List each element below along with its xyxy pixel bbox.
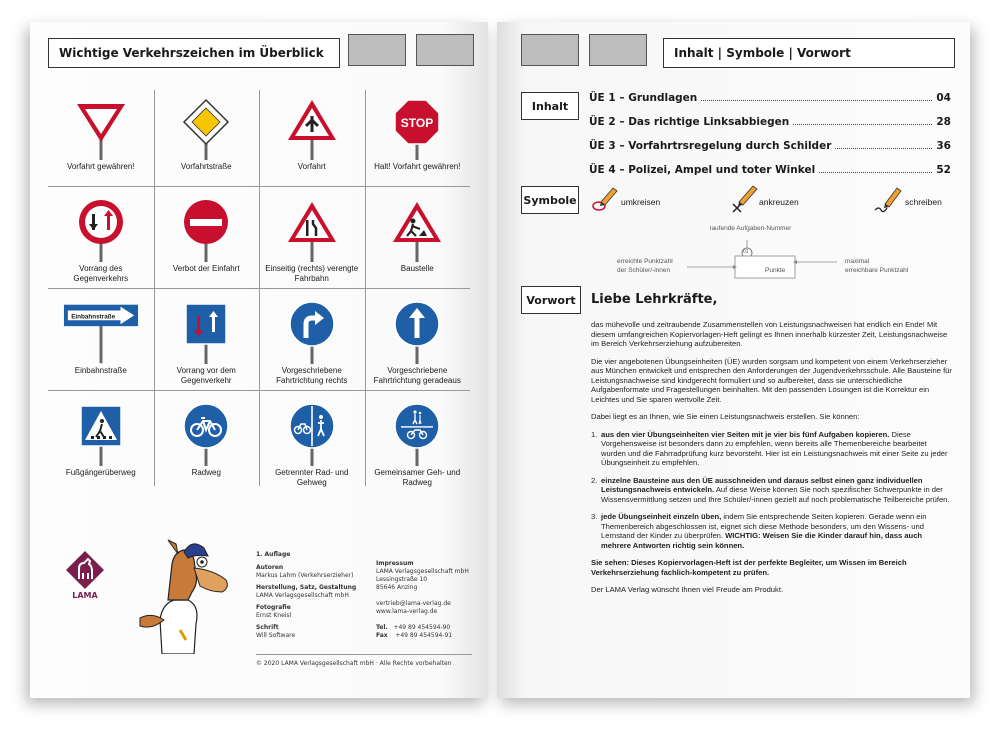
sign-cell bbox=[259, 186, 365, 288]
sign-caption: Baustelle bbox=[400, 264, 434, 273]
sign-caption: Vorfahrt bbox=[297, 162, 326, 171]
write-pencil-icon bbox=[873, 186, 903, 214]
vorwort-paragraph: das mühevolle und zeitraubende Zusammenstellen von Leistungsnachweisen hat endlich ein Ende! Mit diesem umfangreichen Kopiervorlagen-Heft gelingt es Ihnen innerhalb kürzester Zeit, Leistungsnachweise im Bereich Verkehrserziehung aufzubereiten. bbox=[591, 320, 948, 348]
imprint-right-column bbox=[376, 560, 482, 640]
sign-cell bbox=[259, 390, 365, 492]
sign-cell bbox=[154, 84, 260, 186]
separate-bike-foot-path-sign-icon bbox=[282, 402, 342, 466]
list-text: indem Sie entsprechende Seiten kopieren. Gerade wenn ein Themenbereich abgeschlossen ist, eignet sich diese Methode besonders, um den Wissens- und Lernstand der Kinder zu überprüfen. bbox=[601, 512, 927, 540]
sign-cell bbox=[48, 288, 154, 390]
stop-sign-text: STOP bbox=[401, 116, 434, 130]
toc-item[interactable] bbox=[589, 88, 951, 104]
mascot-llama-illustration bbox=[122, 534, 242, 654]
header-grey-box bbox=[348, 34, 406, 66]
sign-cell bbox=[365, 288, 471, 390]
list-number: 2. bbox=[591, 475, 598, 485]
traffic-sign-grid bbox=[48, 84, 470, 492]
impressum-line: LAMA Verlagsgesellschaft mbH bbox=[376, 568, 469, 575]
edition-label: 1. Auflage bbox=[256, 551, 291, 558]
sign-cell bbox=[365, 390, 471, 492]
toc-page: 28 bbox=[936, 116, 951, 128]
sign-cell bbox=[259, 84, 365, 186]
sign-caption: Vorgeschriebene Fahrtrichtung rechts bbox=[276, 366, 348, 385]
pedestrian-crossing-sign-icon bbox=[71, 402, 131, 466]
right-page bbox=[497, 22, 970, 698]
symbol-label: ankreuzen bbox=[759, 197, 799, 207]
header-title-text: Inhalt | Symbole | Vorwort bbox=[674, 46, 851, 60]
toc-item[interactable] bbox=[589, 136, 951, 152]
tab-symbole[interactable] bbox=[521, 186, 579, 214]
left-header-title bbox=[48, 38, 340, 68]
list-number: 1. bbox=[591, 429, 598, 439]
list-text: Diese Vorgehensweise ist besonders dann zu empfehlen, wenn bereits alle Themenbereiche bearbeitet wurden und die Fahrradprüfung kurz bevorsteht. Hier ist ein Leistungsnachweis mit einer Seite zu jeder Übungseinheit zu empfehlen. bbox=[601, 429, 948, 467]
authors-label: Autoren bbox=[256, 564, 284, 571]
list-bold-text: WICHTIG: Weisen Sie die Kinder darauf hin, dass auch mehrere Antworten richtig sein können. bbox=[601, 531, 923, 550]
toc-page: 04 bbox=[936, 92, 951, 104]
web-link[interactable]: www.lama-verlag.de bbox=[376, 608, 438, 615]
sign-cell bbox=[365, 186, 471, 288]
sign-caption: Vorfahrt gewähren! bbox=[66, 162, 135, 171]
turn-right-sign-icon bbox=[282, 300, 342, 364]
tab-label: Inhalt bbox=[531, 99, 569, 113]
priority-over-oncoming-sign-icon bbox=[176, 300, 236, 364]
vorwort-paragraph: Die vier angebotenen Übungseinheiten (ÜE) wurden sorgsam und kompetent von einem Verkehrserzieher aus München entwickelt und entsprechen den Anforderungen der Jugendverkehrsschule. Alle Bausteine für Leistungsnachweise sind kindgerecht formuliert und so aufbereitet, dass sie unterschiedliche Aufgabenformate und Fragestellungen beinhalten. Mit den passenden Lösungen ist die Korrektur ein Leichtes und Sie sparen wertvolle Zeit. bbox=[591, 356, 952, 404]
task-number-label: laufende Aufgaben-Nummer bbox=[710, 225, 792, 232]
sign-cell bbox=[154, 186, 260, 288]
score-box-diagram bbox=[597, 232, 937, 282]
list-number: 3. bbox=[591, 512, 598, 521]
shared-bike-foot-path-sign-icon bbox=[387, 402, 447, 466]
toc-title: ÜE 2 – Das richtige Linksabbiegen bbox=[589, 116, 790, 128]
header-title-text: Wichtige Verkehrszeichen im Überblick bbox=[59, 46, 324, 60]
tab-vorwort[interactable] bbox=[521, 286, 581, 314]
vorwort-body bbox=[591, 320, 953, 603]
toc-title: ÜE 3 – Vorfahrtrsregelung durch Schilder bbox=[589, 140, 832, 152]
sign-caption: Fußgängerüberweg bbox=[65, 468, 136, 477]
task-number-value: 01 bbox=[743, 249, 749, 255]
sign-caption: Vorfahrtstraße bbox=[180, 162, 232, 171]
toc-page: 52 bbox=[936, 164, 951, 176]
font-label: Schrift bbox=[256, 624, 279, 631]
sign-caption: Gemeinsamer Geh- und Radweg bbox=[374, 468, 461, 487]
vorwort-heading: Liebe Lehrkräfte, bbox=[591, 292, 718, 307]
photo-value: Ernst Kneisl bbox=[256, 612, 292, 619]
sign-caption: Getrennter Rad- und Gehweg bbox=[275, 468, 349, 487]
sign-caption: Vorgeschriebene Fahrtrichtung geradeaus bbox=[373, 366, 461, 385]
sign-cell bbox=[154, 390, 260, 492]
tab-label: Vorwort bbox=[526, 293, 576, 307]
sign-caption: Einbahnstraße bbox=[74, 366, 127, 375]
road-narrows-sign-icon bbox=[282, 198, 342, 262]
left-page bbox=[30, 22, 488, 698]
vorwort-paragraph: Sie sehen: Dieses Kopiervorlagen-Heft ist der perfekte Begleiter, um Wissen im Bereich Verkehrserziehung fachlich-kompetent zu prüfen. bbox=[591, 558, 907, 577]
fax-value: +49 89 454594-91 bbox=[395, 632, 453, 639]
stop-sign-icon bbox=[387, 96, 447, 160]
toc-page: 36 bbox=[936, 140, 951, 152]
header-grey-box bbox=[521, 34, 579, 66]
imprint-left-column bbox=[256, 551, 374, 640]
symbol-label: schreiben bbox=[905, 197, 942, 207]
roadworks-sign-icon bbox=[387, 198, 447, 262]
header-grey-box bbox=[589, 34, 647, 66]
no-entry-sign-icon bbox=[176, 198, 236, 262]
toc-title: ÜE 4 – Polizei, Ampel und toter Winkel bbox=[589, 164, 816, 176]
toc-item[interactable] bbox=[589, 160, 951, 176]
list-item bbox=[591, 512, 953, 550]
tab-label: Symbole bbox=[523, 193, 577, 207]
authors-value: Markus Lahm (Verkehrserzieher) bbox=[256, 572, 354, 579]
copyright-line: © 2020 LAMA Verlagsgesellschaft mbH · Alle Rechte vorbehalten bbox=[256, 660, 452, 667]
circle-pencil-icon bbox=[591, 186, 619, 212]
vorwort-paragraph: Der LAMA Verlag wünscht Ihnen viel Freude am Produkt. bbox=[591, 585, 784, 594]
oncoming-priority-sign-icon bbox=[71, 198, 131, 262]
lama-logo bbox=[64, 549, 106, 599]
tel-label: Tel. bbox=[376, 624, 388, 631]
toc-item[interactable] bbox=[589, 112, 951, 128]
yield-sign-icon bbox=[71, 96, 131, 160]
cross-pencil-icon bbox=[729, 184, 759, 214]
list-bold-text: aus den vier Übungseinheiten vier Seiten mit je vier bis fünf Aufgaben kopieren. bbox=[601, 429, 890, 439]
list-bold-text: jede Übungseinheit einzeln üben, bbox=[601, 512, 722, 521]
toc-title: ÜE 1 – Grundlagen bbox=[589, 92, 698, 104]
straight-ahead-sign-icon bbox=[387, 300, 447, 364]
list-text: Auf diese Weise können Sie noch spezifischer Schwerpunkte in der Wissensvermittlung setzen und Ihre Schüler/-innen gezielt auf noch problematische Teilbereiche prüfen. bbox=[601, 485, 950, 504]
sign-cell bbox=[48, 390, 154, 492]
symbol-label: umkreisen bbox=[621, 197, 661, 207]
one-way-sign-text: Einbahnstraße bbox=[70, 313, 115, 321]
sign-caption: Vorrang vor dem Gegenverkehr bbox=[176, 366, 236, 385]
right-header-title bbox=[663, 38, 955, 68]
sign-cell bbox=[365, 84, 471, 186]
sign-caption: Vorrang des Gegenverkehrs bbox=[73, 264, 129, 283]
tab-inhalt[interactable] bbox=[521, 92, 579, 120]
sign-caption: Verbot der Einfahrt bbox=[172, 264, 240, 273]
impressum-line: Lessingstraße 10 bbox=[376, 576, 428, 583]
bicycle-path-sign-icon bbox=[176, 402, 236, 466]
sign-cell bbox=[48, 186, 154, 288]
list-item bbox=[591, 476, 953, 505]
production-value: LAMA Verlagsgesellschaft mbH bbox=[256, 592, 349, 599]
list-bold-text: einzelne Bausteine aus den ÜE ausschneiden und daraus selbst einen ganz individuellen Leistungsnachweis entwickeln. bbox=[601, 475, 923, 494]
email-link[interactable]: vertrieb@lama-verlag.de bbox=[376, 600, 451, 607]
header-grey-box bbox=[416, 34, 474, 66]
impressum-label: Impressum bbox=[376, 560, 414, 567]
right-of-way-sign-icon bbox=[282, 96, 342, 160]
sign-caption: Halt! Vorfahrt gewähren! bbox=[374, 162, 461, 171]
one-way-sign-icon bbox=[62, 300, 140, 364]
production-label: Herstellung, Satz, Gestaltung bbox=[256, 584, 357, 591]
sign-caption: Radweg bbox=[191, 468, 221, 477]
font-value: Will Software bbox=[256, 632, 296, 639]
priority-road-sign-icon bbox=[176, 96, 236, 160]
fax-label: Fax bbox=[376, 632, 388, 639]
sign-caption: Einseitig (rechts) verengte Fahrbahn bbox=[265, 264, 359, 283]
vorwort-paragraph: Dabei liegt es an Ihnen, wie Sie einen Leistungsnachweis erstellen. Sie können: bbox=[591, 412, 860, 421]
max-score-label: maximal bbox=[845, 258, 870, 265]
list-item bbox=[591, 430, 953, 468]
sign-cell bbox=[259, 288, 365, 390]
tel-value: +49 89 454594-90 bbox=[393, 624, 451, 631]
points-label: Punkte bbox=[765, 267, 786, 274]
sign-cell bbox=[154, 288, 260, 390]
achieved-score-label: erreichte Punktzahl bbox=[617, 258, 673, 265]
impressum-line: 85646 Anzing bbox=[376, 584, 418, 591]
max-score-label: erreichbare Punktzahl bbox=[845, 267, 909, 274]
achieved-score-label: der Schüler/-innen bbox=[617, 267, 671, 274]
logo-text: LAMA bbox=[72, 591, 98, 599]
photo-label: Fotografie bbox=[256, 604, 291, 611]
sign-cell bbox=[48, 84, 154, 186]
